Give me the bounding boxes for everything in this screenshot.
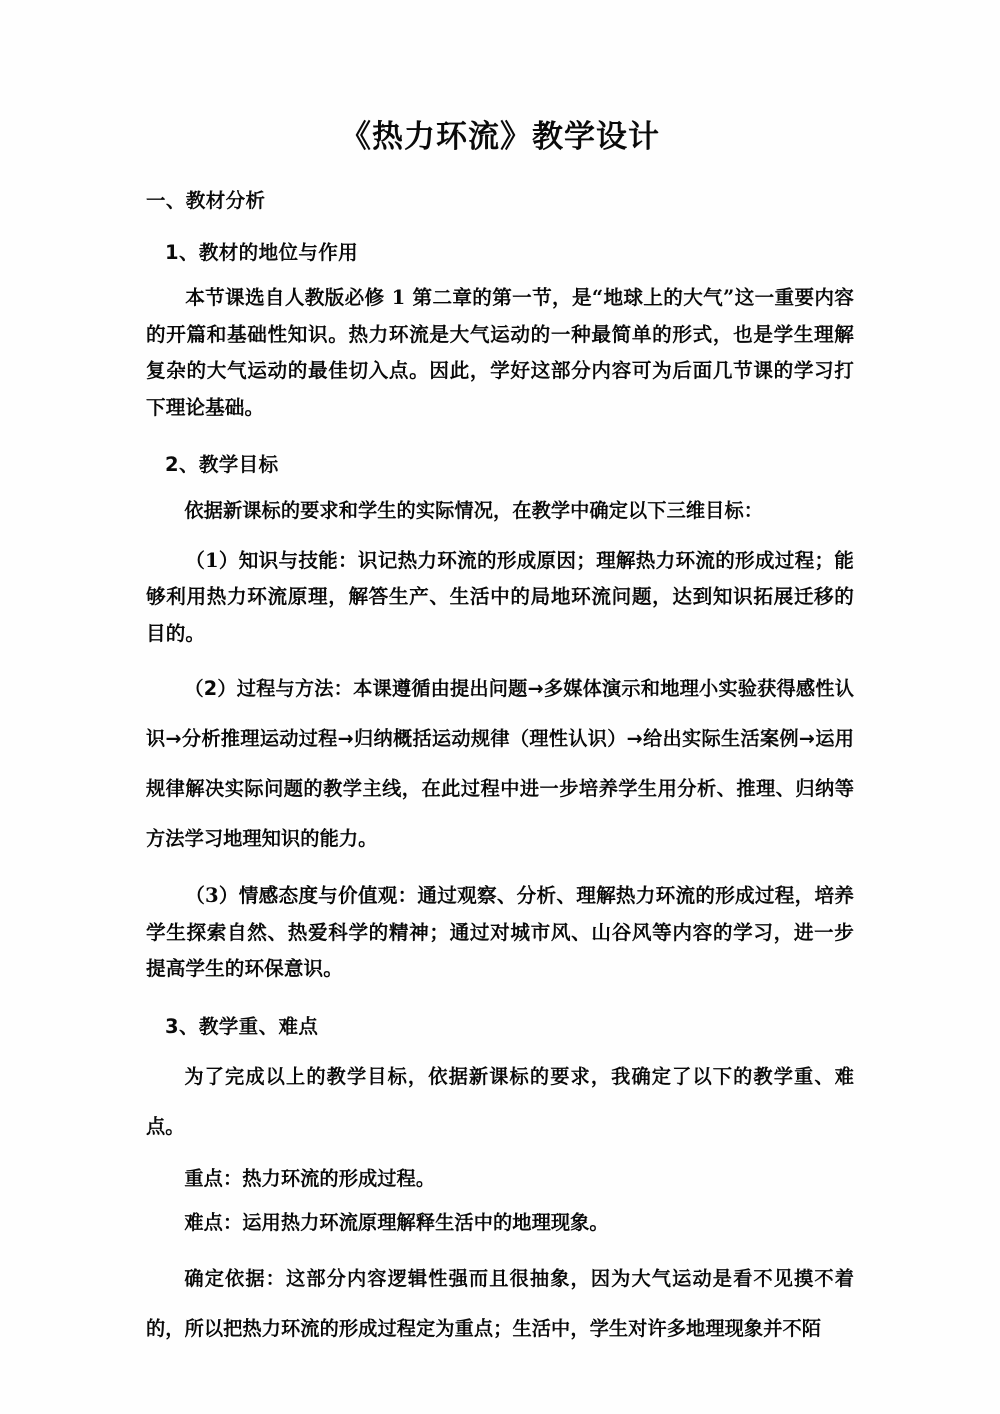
page-title: 《热力环流》教学设计	[340, 119, 660, 155]
paragraph-objective-knowledge-and-skills: （1）知识与技能：识记热力环流的形成原因；理解热力环流的形成过程；能够利用热力环流原理，解答生产、生活中的局地环流问题，达到知识拓展迁移的目的。	[146, 548, 854, 645]
paragraph-objectives-lead: 依据新课标的要求和学生的实际情况，在教学中确定以下三维目标：	[184, 498, 764, 522]
subsection-heading-key-and-difficult-points: 3、教学重、难点	[165, 1014, 319, 1038]
paragraph-key-point: 重点：热力环流的形成过程。	[184, 1167, 436, 1190]
paragraph-difficult-point: 难点：运用热力环流原理解释生活中的地理现象。	[184, 1211, 609, 1234]
paragraph-determination-basis: 确定依据：这部分内容逻辑性强而且很抽象，因为大气运动是看不见摸不着的，所以把热力环流的形成过程定为重点；生活中，学生对许多地理现象并不陌	[146, 1267, 854, 1340]
paragraph-objective-emotion-attitude-values: （3）情感态度与价值观：通过观察、分析、理解热力环流的形成过程，培养学生探索自然、热爱科学的精神；通过对城市风、山谷风等内容的学习，进一步提高学生的环保意识。	[146, 884, 854, 981]
paragraph-status-and-role-body: 本节课选自人教版必修 1 第二章的第一节，是“地球上的大气”这一重要内容的开篇和基础性知识。热力环流是大气运动的一种最简单的形式，也是学生理解复杂的大气运动的最佳切入点。因此，学好这部分内容可为后面几节课的学习打下理论基础。	[146, 286, 854, 419]
subsection-heading-status-and-role: 1、教材的地位与作用	[165, 241, 359, 265]
subsection-heading-teaching-objectives: 2、教学目标	[165, 453, 279, 477]
paragraph-key-points-lead: 为了完成以上的教学目标，依据新课标的要求，我确定了以下的教学重、难点。	[146, 1065, 854, 1138]
document-content	[146, 0, 854, 1354]
section-heading-teaching-material-analysis: 一、教材分析	[146, 188, 266, 212]
paragraph-objective-process-and-method: （2）过程与方法：本课遵循由提出问题→多媒体演示和地理小实验获得感性认识→分析推理运动过程→归纳概括运动规律（理性认识）→给出实际生活案例→运用规律解决实际问题的教学主线，在此过程中进一步培养学生用分析、推理、归纳等方法学习地理知识的能力。	[146, 677, 854, 851]
